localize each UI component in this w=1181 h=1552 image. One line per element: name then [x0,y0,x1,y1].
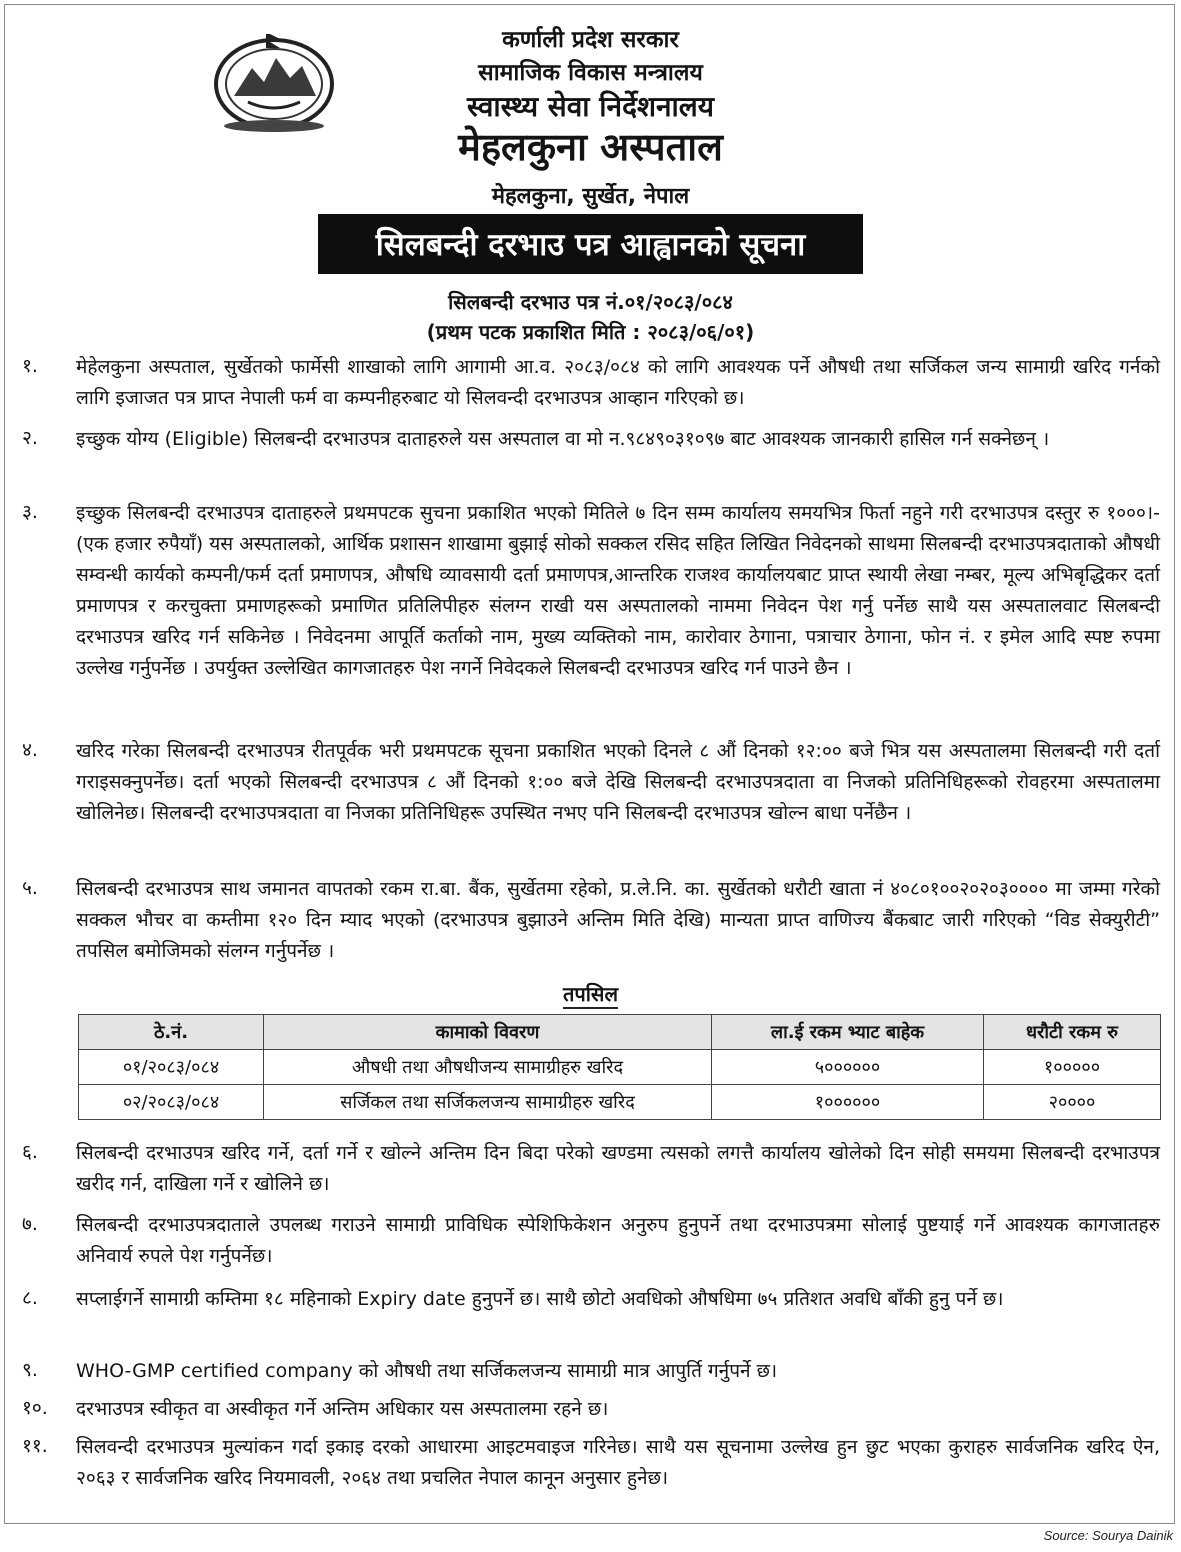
table-header-row [79,1015,1161,1050]
item-number: १. [22,355,38,377]
table-cell: औषधी तथा औषधीजन्य सामाग्रीहरु खरिद [264,1050,712,1085]
column-header: कामाको विवरण [264,1015,712,1050]
schedule-title [0,980,1181,1007]
item-number: ८. [22,1287,38,1309]
table-row [79,1085,1161,1120]
table-cell: ०१/२०८३/०८४ [79,1050,264,1085]
item-number: १०. [22,1397,48,1419]
item-text: सप्लाईगर्ने सामाग्री कम्तिमा १८ महिनाको Expiry date हुनुपर्ने छ। साथै छोटो अवधिको औषधिमा ७५ प्रतिशत अवधि बाँकी हुनु पर्ने छ। [76,1288,1004,1310]
header-address: मेहलकुना, सुर्खेत, नेपाल [491,184,690,209]
published-date: (प्रथम पटक प्रकाशित मिति : २०८३/०६/०१) [426,320,755,344]
header-hospital-name: मेहलकुना अस्पताल [458,125,723,169]
table-row [79,1050,1161,1085]
item-text: मेहेलकुना अस्पताल, सुर्खेतको फार्मेसी शाखाको लागि आगामी आ.व. २०८३/०८४ को लागि आवश्यक पर्ने औषधी तथा सर्जिकल जन्य सामाग्री खरिद गर्नको लागि इजाजत पत्र प्राप्त नेपाली फर्म वा कम्पनीहरुबाट यो सिलवन्दी दरभाउपत्र आव्हान गरिएको छ। [76,356,1160,409]
header-province: कर्णाली प्रदेश सरकार [502,27,679,53]
item-number: ५. [22,877,38,899]
item-text: दरभाउपत्र स्वीकृत वा अस्वीकृत गर्ने अन्तिम अधिकार यस अस्पतालमा रहने छ। [76,1398,609,1420]
header-ministry: सामाजिक विकास मन्त्रालय [478,60,703,86]
item-number: ७. [22,1213,38,1235]
column-header: ला.ई रकम भ्याट बाहेक [712,1015,984,1050]
header-directorate: स्वास्थ्य सेवा निर्देशनालय [466,90,715,123]
notice-number: सिलबन्दी दरभाउ पत्र नं.०१/२०८३/०८४ [448,290,733,314]
column-header: धरौटी रकम रु [984,1015,1161,1050]
item-text: खरिद गरेका सिलबन्दी दरभाउपत्र रीतपूर्वक भरी प्रथमपटक सूचना प्रकाशित भएको दिनले ८ औं दिनको १२:०० बजे भित्र यस अस्पतालमा सिलबन्दी गरी दर्ता गराइसक्नुपर्नेछ। दर्ता भएको सिलबन्दी दरभाउपत्र ८ औं दिनको १:०० बजे देखि सिलबन्दी दरभाउपत्रदाता वा निजको प्रतिनिधिहरूको रोवहरमा अस्पतालमा खोलिनेछ। सिलबन्दी दरभाउपत्रदाता वा निजका प्रतिनिधिहरू उपस्थित नभए पनि सिलबन्दी दरभाउपत्र खोल्न बाधा पर्नेछैन । [76,740,1160,824]
item-text: WHO-GMP certified company को औषधी तथा सर्जिकलजन्य सामाग्री मात्र आपुर्ति गर्नुपर्ने छ। [76,1360,778,1382]
item-text: इच्छुक सिलबन्दी दरभाउपत्र दाताहरुले प्रथमपटक सुचना प्रकाशित भएको मितिले ७ दिन सम्म कार्यालय समयभित्र फिर्ता नहुने गरी दरभाउपत्र दस्तुर रु १०००।- (एक हजार रुपैयाँ) यस अस्पतालको, आर्थिक प्रशासन शाखामा बुझाई सोको सक्कल रसिद सहित लिखित निवेदनको साथमा सिलबन्दी दरभाउपत्रदाताको औषधी सम्वन्धी कार्यको कम्पनी/फर्म दर्ता प्रमाणपत्र, औषधि व्यावसायी दर्ता प्रमाणपत्र,आन्तरिक राजश्व कार्यालयबाट प्राप्त स्थायी लेखा नम्बर, मूल्य अभिबृद्धिकर दर्ता प्रमाणपत्र र करचुक्ता प्रमाणहरूको प्रमाणित प्रतिलिपीहरु संलग्न राखी यस अस्पतालको नाममा निवेदन पेश गर्नु पर्नेछ साथै यस अस्पतालवाट सिलबन्दी दरभाउपत्र खरिद गर्न सकिनेछ । निवेदनमा आपूर्ति कर्ताको नाम, मुख्य व्यक्तिको नाम, कारोवार ठेगाना, पत्राचार ठेगाना, फोन नं. र इमेल आदि स्पष्ट रुपमा उल्लेख गर्नुपर्नेछ । उपर्युक्त उल्लेखित कागजातहरु पेश नगर्ने निवेदकले सिलबन्दी दरभाउपत्र खरिद गर्न पाउने छैन । [76,502,1160,679]
item-number: ४. [22,739,38,761]
item-number: २. [22,427,38,449]
item-text: सिलवन्दी दरभाउपत्र मुल्यांकन गर्दा इकाइ दरको आधारमा आइटमवाइज गरिनेछ। साथै यस सूचनामा उल्लेख हुन छुट भएका कुराहरु सार्वजनिक खरिद ऐन, २०६३ र सार्वजनिक खरिद नियमावली, २०६४ तथा प्रचलित नेपाल कानून अनुसार हुनेछ। [76,1436,1160,1489]
table-cell: ५०००००० [712,1050,984,1085]
column-header: ठे.नं. [79,1015,264,1050]
table-cell: २०००० [984,1085,1161,1120]
schedule-title-text: तपसिल [563,982,618,1009]
item-number: ६. [22,1141,38,1163]
table-cell: सर्जिकल तथा सर्जिकलजन्य सामाग्रीहरु खरिद [264,1085,712,1120]
item-text: इच्छुक योग्य (Eligible) सिलबन्दी दरभाउपत्र दाताहरुले यस अस्पताल वा मो न.९८४९०३१०९७ बाट आवश्यक जानकारी हासिल गर्न सक्नेछन् । [76,428,1050,450]
item-number: ११. [22,1435,48,1457]
table-cell: १००००० [984,1050,1161,1085]
item-number: ९. [22,1359,38,1381]
table-cell: ०२/२०८३/०८४ [79,1085,264,1120]
item-text: सिलबन्दी दरभाउपत्रदाताले उपलब्ध गराउने सामाग्री प्राविधिक स्पेशिफिकेशन अनुरुप हुनुपर्ने तथा दरभाउपत्रमा सोलाई पुष्टयाई गर्ने आवश्यक कागजातहरु अनिवार्य रुपले पेश गर्नुपर्नेछ। [76,1214,1160,1267]
source-credit: Source: Sourya Dainik [1043,1528,1173,1543]
table-cell: १०००००० [712,1085,984,1120]
item-text: सिलबन्दी दरभाउपत्र साथ जमानत वापतको रकम रा.बा. बैंक, सुर्खेतमा रहेको, प्र.ले.नि. का. सुर्खेतको धरौटी खाता नं ४०८०१००२०२०३०००० मा जम्मा गरेको सक्कल भौचर वा कम्तीमा १२० दिन म्याद भएको (दरभाउपत्र बुझाउने अन्तिम मिति देखि) मान्यता प्राप्त वाणिज्य बैंकबाट जारी गरिएको “विड सेक्युरीटी” तपसिल बमोजिमको संलग्न गर्नुपर्नेछ । [76,878,1160,962]
item-text: सिलबन्दी दरभाउपत्र खरिद गर्ने, दर्ता गर्ने र खोल्ने अन्तिम दिन बिदा परेको खण्डमा त्यसको लगत्तै कार्यालय खोलेको दिन सोही समयमा सिलबन्दी दरभाउपत्र खरीद गर्न, दाखिला गर्ने र खोलिने छ। [76,1142,1160,1195]
item-number: ३. [22,501,38,523]
notice-title-banner: सिलबन्दी दरभाउ पत्र आह्वानको सूचना [318,214,863,274]
schedule-table [78,1014,1161,1120]
